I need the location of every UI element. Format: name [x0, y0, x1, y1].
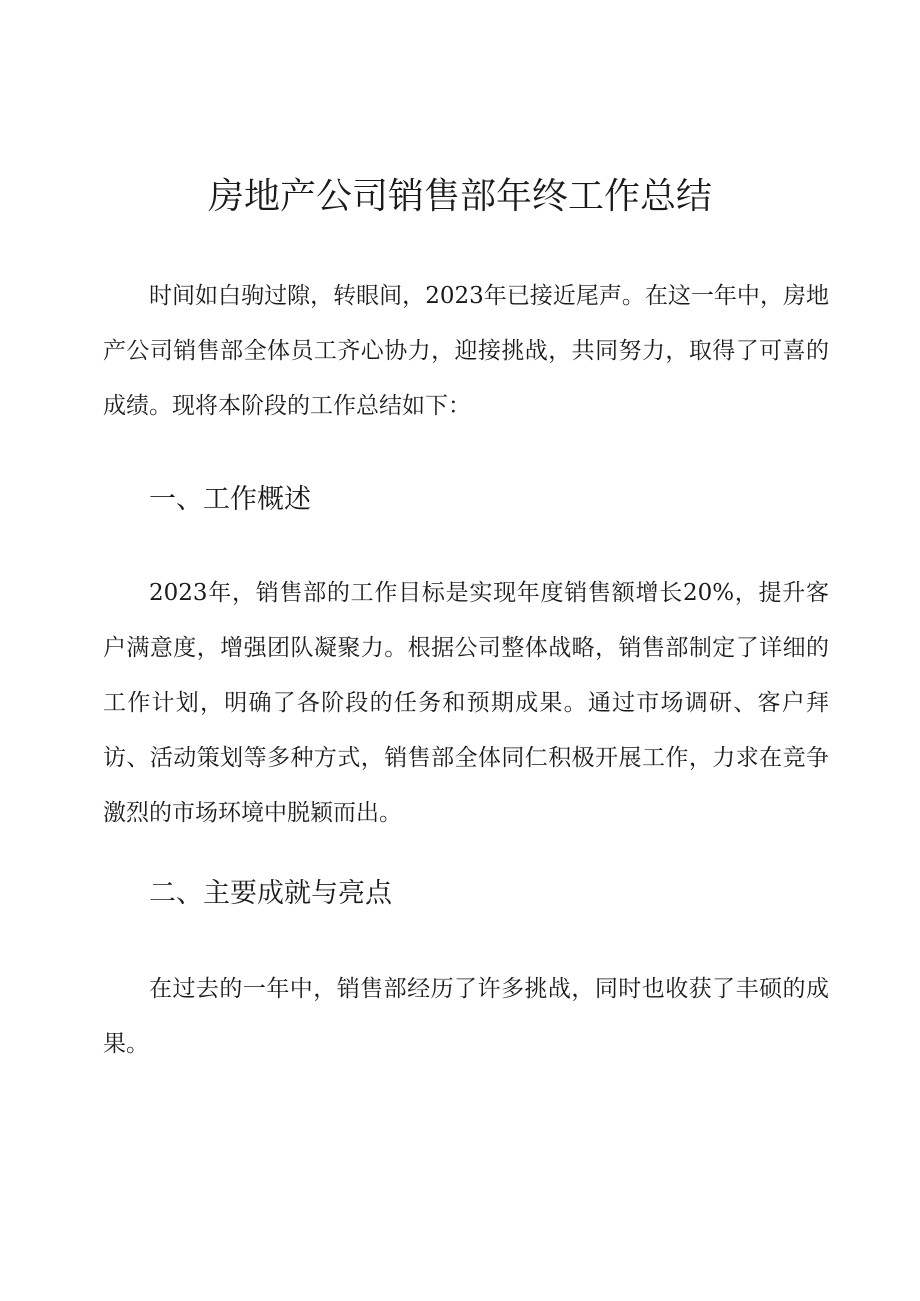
intro-paragraph: 时间如白驹过隙，转眼间，2023年已接近尾声。在这一年中，房地产公司销售部全体员工齐心协力，迎接挑战，共同努力，取得了可喜的成绩。现将本阶段的工作总结如下：	[103, 283, 829, 419]
section-heading-achievements: 二、主要成就与亮点	[149, 878, 392, 909]
section-body-achievements: 在过去的一年中，销售部经历了许多挑战，同时也收获了丰硕的成果。	[103, 976, 829, 1057]
section-body-overview: 2023年，销售部的工作目标是实现年度销售额增长20%，提升客户满意度，增强团队凝聚力。根据公司整体战略，销售部制定了详细的工作计划，明确了各阶段的任务和预期成果。通过市场调研、客户拜访、活动策划等多种方式，销售部全体同仁积极开展工作，力求在竞争激烈的市场环境中脱颖而出。	[103, 580, 829, 826]
section-heading-overview: 一、工作概述	[149, 484, 311, 515]
page-title: 房地产公司销售部年终工作总结	[207, 176, 712, 217]
